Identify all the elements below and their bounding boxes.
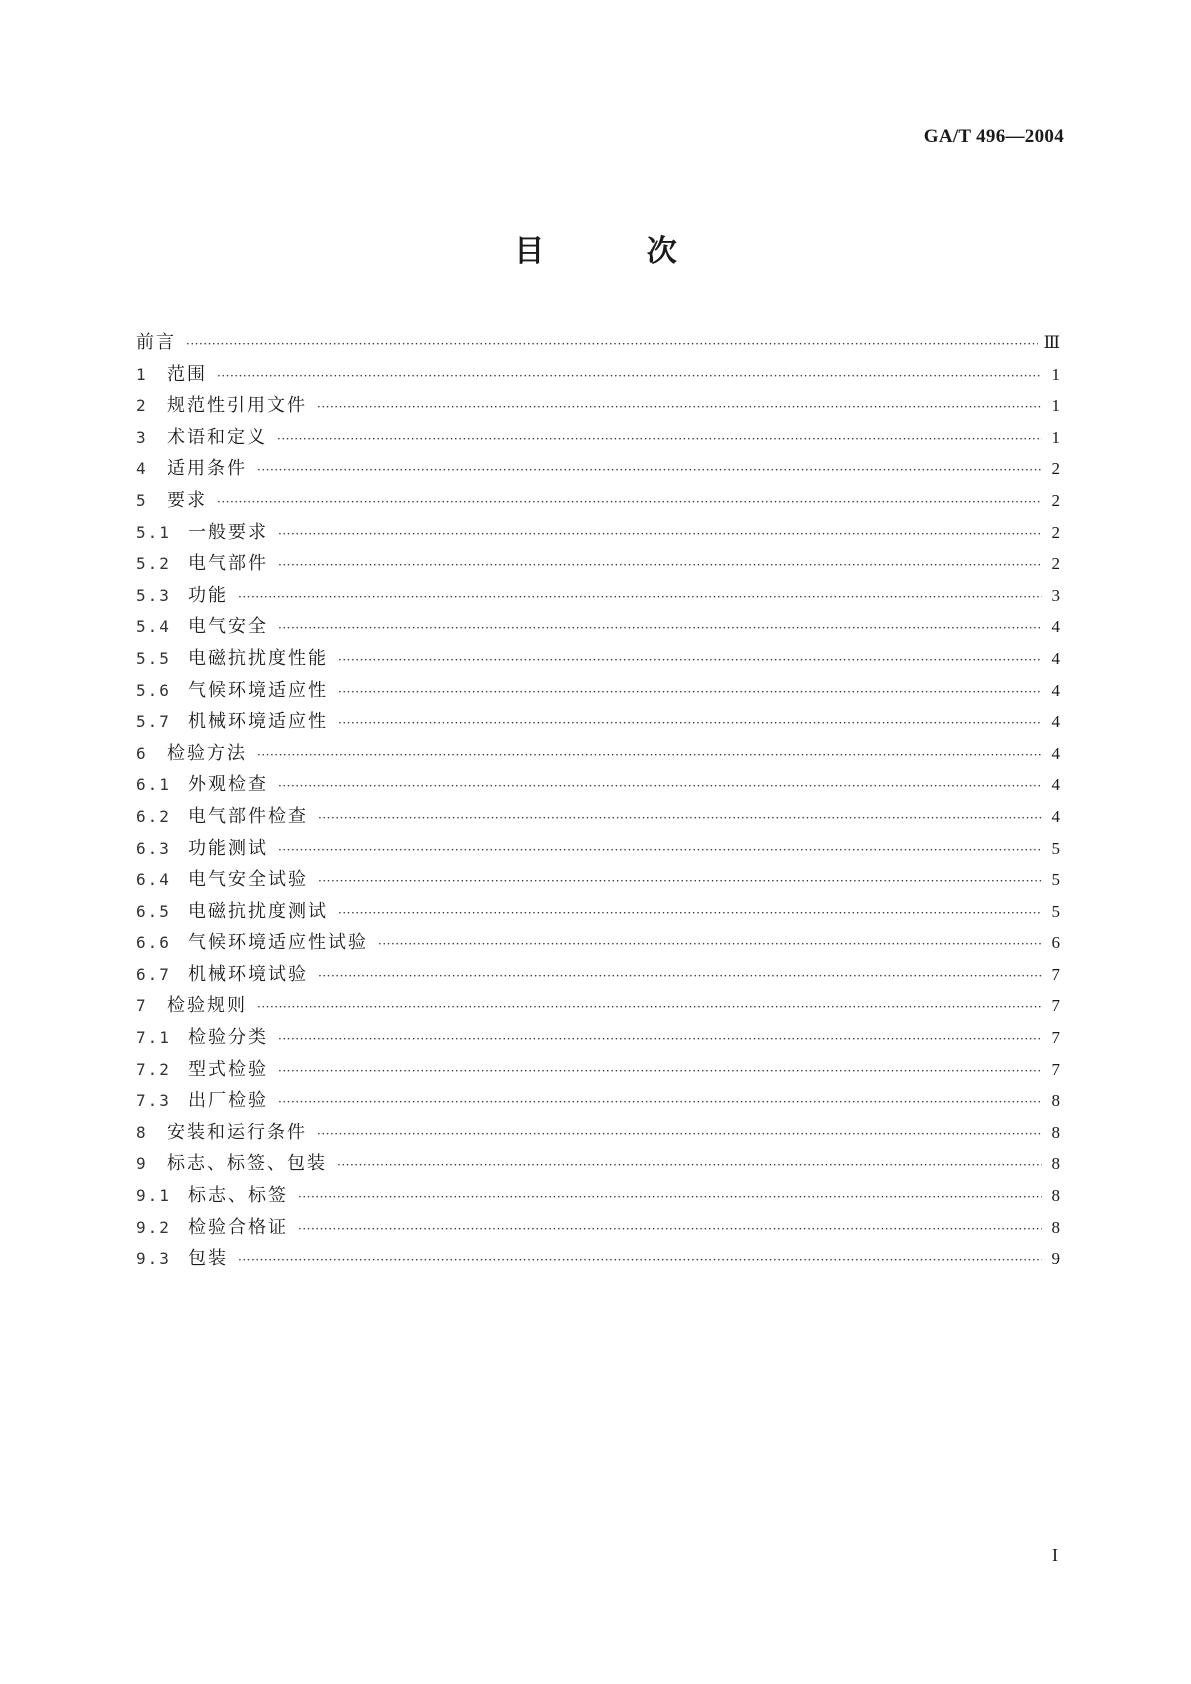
- toc-title: 目 次: [514, 234, 723, 269]
- toc-entry-page: 4: [1051, 775, 1060, 795]
- toc-dot-leader: [338, 685, 1042, 699]
- toc-dot-leader: [317, 1127, 1042, 1141]
- toc-entry-title: 适用条件: [167, 458, 247, 480]
- toc-entry-page: 7: [1051, 1059, 1060, 1079]
- toc-entry-number: 5.2: [136, 554, 171, 574]
- toc-entry-number: 5.1: [136, 522, 171, 542]
- toc-entry-page: 5: [1051, 901, 1060, 921]
- toc-entry-title: 电磁抗扰度测试: [188, 900, 328, 922]
- toc-entry-title: 气候环境适应性: [188, 679, 328, 701]
- toc-entry-number: 6.1: [136, 775, 171, 795]
- toc-dot-leader: [278, 1064, 1042, 1078]
- toc-entry[interactable]: [136, 676, 1060, 708]
- toc-entry[interactable]: [136, 486, 1060, 518]
- toc-entry-number: 7.2: [136, 1059, 171, 1079]
- toc-entry[interactable]: [136, 1149, 1060, 1181]
- toc-dot-leader: [298, 1222, 1042, 1236]
- toc-entry-page: 4: [1051, 617, 1060, 637]
- toc-entry-title: 术语和定义: [167, 426, 267, 448]
- toc-entry[interactable]: [136, 897, 1060, 929]
- toc-entry-title: 要求: [167, 489, 207, 511]
- toc-entry[interactable]: [136, 612, 1060, 644]
- toc-entry-title: 外观检查: [188, 774, 268, 796]
- toc-entry-title: 机械环境试验: [188, 963, 308, 985]
- toc-entry-page: 7: [1051, 996, 1060, 1016]
- toc-entry-number: 5: [136, 490, 148, 510]
- toc-entry-title: 标志、标签: [188, 1185, 288, 1207]
- toc-dot-leader: [338, 906, 1042, 920]
- toc-dot-leader: [278, 621, 1042, 635]
- toc-entry-number: 9: [136, 1154, 148, 1174]
- toc-entry[interactable]: [136, 770, 1060, 802]
- toc-entry-title: 功能测试: [188, 837, 268, 859]
- toc-entry-page: 1: [1051, 427, 1060, 447]
- toc-entry[interactable]: [136, 391, 1060, 423]
- toc-entry-number: 3: [136, 427, 148, 447]
- toc-entry-number: 2: [136, 396, 148, 416]
- toc-entry[interactable]: [136, 581, 1060, 613]
- toc-dot-leader: [278, 558, 1042, 572]
- toc-entry[interactable]: [136, 1023, 1060, 1055]
- toc-entry-page: 8: [1051, 1154, 1060, 1174]
- toc-entry-page: 2: [1051, 459, 1060, 479]
- toc-entry-title: 电气部件: [188, 553, 268, 575]
- toc-dot-leader: [238, 590, 1042, 604]
- toc-entry[interactable]: [136, 707, 1060, 739]
- toc-entry[interactable]: [136, 1244, 1060, 1276]
- toc-entry[interactable]: [136, 328, 1060, 360]
- toc-dot-leader: [217, 495, 1042, 509]
- toc-entry-page: 7: [1051, 1028, 1060, 1048]
- toc-dot-leader: [257, 463, 1042, 477]
- toc-entry-page: 4: [1051, 806, 1060, 826]
- toc-entry[interactable]: [136, 549, 1060, 581]
- toc-entry-title: 标志、标签、包装: [167, 1153, 327, 1175]
- toc-entry-page: 8: [1051, 1091, 1060, 1111]
- toc-entry-title: 规范性引用文件: [167, 395, 307, 417]
- toc-entry[interactable]: [136, 739, 1060, 771]
- toc-entry-title: 检验合格证: [188, 1216, 288, 1238]
- toc-entry-page: 4: [1051, 712, 1060, 732]
- toc-entry-number: 6.6: [136, 933, 171, 953]
- toc-entry-number: 9.2: [136, 1217, 171, 1237]
- toc-entry-number: 5.6: [136, 680, 171, 700]
- toc-entry[interactable]: [136, 802, 1060, 834]
- toc-entry[interactable]: [136, 928, 1060, 960]
- toc-entry-title: 出厂检验: [188, 1090, 268, 1112]
- toc-entry-page: 5: [1051, 838, 1060, 858]
- toc-dot-leader: [278, 1032, 1042, 1046]
- table-of-contents: [136, 328, 1060, 1276]
- toc-entry-number: 5.5: [136, 648, 171, 668]
- toc-dot-leader: [378, 937, 1042, 951]
- toc-entry-page: 1: [1051, 364, 1060, 384]
- toc-entry-number: 6: [136, 743, 148, 763]
- toc-entry[interactable]: [136, 518, 1060, 550]
- toc-entry-number: 6.3: [136, 838, 171, 858]
- toc-entry-number: 7.1: [136, 1028, 171, 1048]
- toc-entry-number: 9.3: [136, 1249, 171, 1269]
- toc-entry[interactable]: [136, 454, 1060, 486]
- page-number: I: [1052, 1545, 1058, 1565]
- toc-entry-title: 电气安全: [188, 616, 268, 638]
- toc-dot-leader: [277, 432, 1042, 446]
- toc-entry-page: 6: [1051, 933, 1060, 953]
- toc-entry-title: 前言: [136, 332, 176, 353]
- toc-dot-leader: [298, 1190, 1042, 1204]
- toc-entry-page: 8: [1051, 1186, 1060, 1206]
- toc-dot-leader: [278, 779, 1042, 793]
- toc-entry-title: 包装: [188, 1248, 228, 1270]
- document-code: GA/T 496—2004: [923, 126, 1064, 147]
- toc-dot-leader: [338, 653, 1042, 667]
- toc-entry-number: 1: [136, 364, 148, 384]
- toc-entry-title: 检验规则: [167, 995, 247, 1017]
- toc-dot-leader: [217, 369, 1042, 383]
- toc-entry-title: 电气部件检查: [188, 805, 308, 827]
- toc-entry-title: 型式检验: [188, 1058, 268, 1080]
- toc-entry-number: 5.3: [136, 585, 171, 605]
- toc-entry[interactable]: [136, 423, 1060, 455]
- toc-entry-page: 9: [1051, 1249, 1060, 1269]
- toc-entry-title: 机械环境适应性: [188, 711, 328, 733]
- toc-entry[interactable]: [136, 644, 1060, 676]
- toc-entry-page: 3: [1051, 585, 1060, 605]
- toc-entry-number: 5.7: [136, 712, 171, 732]
- toc-entry-page: 1: [1051, 396, 1060, 416]
- toc-dot-leader: [257, 748, 1042, 762]
- toc-entry[interactable]: [136, 1055, 1060, 1087]
- toc-entry[interactable]: [136, 1181, 1060, 1213]
- toc-entry-page: 2: [1051, 490, 1060, 510]
- toc-dot-leader: [278, 843, 1042, 857]
- toc-dot-leader: [278, 1095, 1042, 1109]
- toc-dot-leader: [338, 716, 1042, 730]
- toc-entry-number: 7.3: [136, 1091, 171, 1111]
- toc-entry-number: 4: [136, 459, 148, 479]
- toc-entry-page: 2: [1051, 522, 1060, 542]
- toc-entry-page: 4: [1051, 648, 1060, 668]
- toc-dot-leader: [318, 811, 1042, 825]
- toc-entry-page: 8: [1051, 1217, 1060, 1237]
- toc-entry-page: Ⅲ: [1043, 333, 1060, 352]
- toc-dot-leader: [317, 400, 1042, 414]
- toc-entry-number: 7: [136, 996, 148, 1016]
- toc-dot-leader: [257, 1000, 1042, 1014]
- toc-entry-number: 5.4: [136, 617, 171, 637]
- toc-entry-title: 一般要求: [188, 521, 268, 543]
- toc-entry[interactable]: [136, 960, 1060, 992]
- toc-entry-page: 5: [1051, 870, 1060, 890]
- toc-entry-title: 安装和运行条件: [167, 1121, 307, 1143]
- toc-entry-number: 6.5: [136, 901, 171, 921]
- toc-entry-number: 8: [136, 1122, 148, 1142]
- toc-entry-title: 功能: [188, 584, 228, 606]
- toc-entry-number: 6.2: [136, 806, 171, 826]
- toc-entry-page: 2: [1051, 554, 1060, 574]
- toc-entry-title: 检验方法: [167, 742, 247, 764]
- toc-entry-title: 检验分类: [188, 1027, 268, 1049]
- toc-dot-leader: [278, 527, 1042, 541]
- toc-dot-leader: [318, 874, 1042, 888]
- toc-entry[interactable]: [136, 865, 1060, 897]
- toc-entry[interactable]: [136, 360, 1060, 392]
- toc-entry-page: 4: [1051, 743, 1060, 763]
- toc-entry-number: 9.1: [136, 1186, 171, 1206]
- toc-entry-page: 7: [1051, 964, 1060, 984]
- toc-entry-title: 气候环境适应性试验: [188, 932, 368, 954]
- toc-entry[interactable]: [136, 1118, 1060, 1150]
- toc-dot-leader: [337, 1158, 1042, 1172]
- toc-entry-page: 8: [1051, 1122, 1060, 1142]
- toc-entry-title: 电磁抗扰度性能: [188, 647, 328, 669]
- toc-entry[interactable]: [136, 1086, 1060, 1118]
- toc-entry-number: 6.4: [136, 870, 171, 890]
- toc-entry[interactable]: [136, 991, 1060, 1023]
- toc-entry[interactable]: [136, 1213, 1060, 1245]
- toc-dot-leader: [238, 1253, 1042, 1267]
- toc-dot-leader: [186, 337, 1038, 351]
- toc-entry-title: 范围: [167, 363, 207, 385]
- toc-dot-leader: [318, 969, 1042, 983]
- toc-entry[interactable]: [136, 834, 1060, 866]
- toc-entry-number: 6.7: [136, 964, 171, 984]
- toc-entry-title: 电气安全试验: [188, 869, 308, 891]
- toc-entry-page: 4: [1051, 680, 1060, 700]
